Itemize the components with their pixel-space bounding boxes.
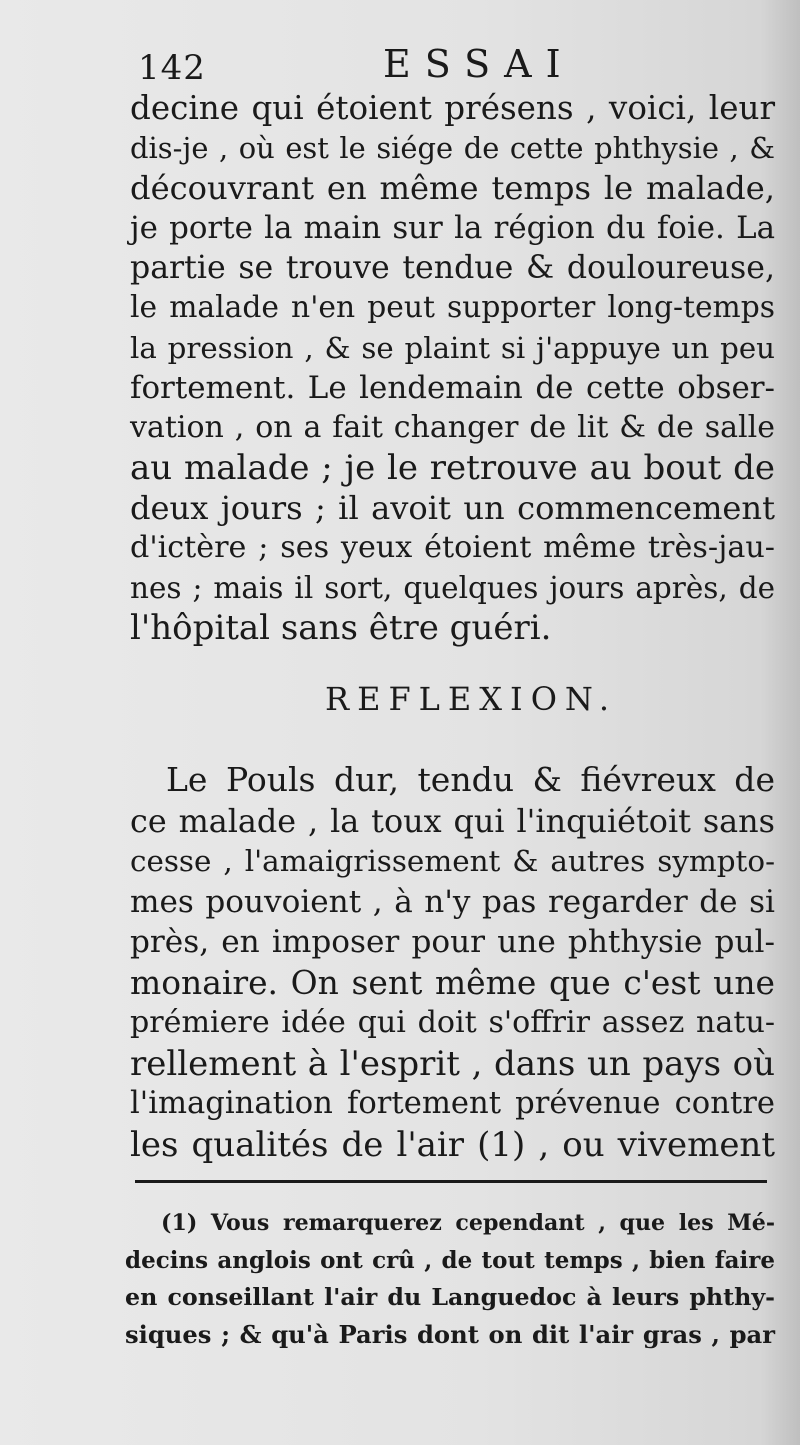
footnote-line: siques ; & qu'à Paris dont on dit l'air gras , par (125, 1320, 775, 1349)
text-line: d'ictère ; ses yeux étoient même très-jau- (130, 530, 775, 565)
page-number: 142 (138, 48, 206, 88)
text-line: les qualités de l'air (1) , ou vivement (130, 1124, 775, 1165)
text-line: vation , on a fait changer de lit & de salle (130, 410, 775, 445)
text-line: ce malade , la toux qui l'inquiétoit sans (130, 801, 775, 840)
paragraph-case-report (130, 88, 775, 648)
footnote-line: (1) Vous remarquerez cependant , que les Mé- (161, 1210, 775, 1236)
text-line: fortement. Le lendemain de cette obser- (130, 370, 775, 406)
text-line: decine qui étoient présens , voici, leur (130, 89, 775, 127)
text-line: dis-je , où est le siége de cette phthysie , & (130, 131, 775, 165)
section-heading: REFLEXION. (325, 680, 618, 718)
footnote-divider (135, 1180, 767, 1183)
text-line: rellement à l'esprit , dans un pays où (130, 1043, 775, 1084)
text-line: cesse , l'amaigrissement & autres sympto- (130, 844, 775, 878)
footnote (125, 1205, 775, 1353)
text-line: découvrant en même temps le malade, (130, 169, 775, 207)
page-header (138, 40, 778, 90)
text-line: je porte la main sur la région du foie. La (130, 210, 775, 246)
text-line: près, en imposer pour une phthysie pul- (130, 924, 775, 960)
text-line: nes ; mais il sort, quelques jours après, de (130, 571, 775, 605)
text-line: au malade ; je le retrouve au bout de (130, 448, 775, 488)
footnote-line: decins anglois ont crû , de tout temps , bien faire (125, 1247, 775, 1274)
text-line: mes pouvoient , à n'y pas regarder de si (130, 883, 775, 920)
text-line: prémiere idée qui doit s'offrir assez natu- (130, 1005, 775, 1040)
text-line: deux jours ; il avoit un commencement (130, 489, 775, 527)
text-line: monaire. On sent même que c'est une (130, 962, 775, 1002)
text-line: partie se trouve tendue & douloureuse, (130, 250, 775, 286)
footnote-line: en conseillant l'air du Languedoc à leurs phthy- (125, 1283, 775, 1311)
text-line: l'hôpital sans être guéri. (130, 608, 552, 648)
running-title: ESSAI (383, 42, 575, 86)
text-line: la pression , & se plaint si j'appuye un peu (130, 331, 775, 365)
text-line: Le Pouls dur, tendu & fiévreux de (166, 760, 775, 799)
text-line: l'imagination fortement prévenue contre (130, 1086, 775, 1121)
paragraph-reflexion (130, 760, 775, 1165)
text-line: le malade n'en peut supporter long-temps (130, 290, 775, 325)
